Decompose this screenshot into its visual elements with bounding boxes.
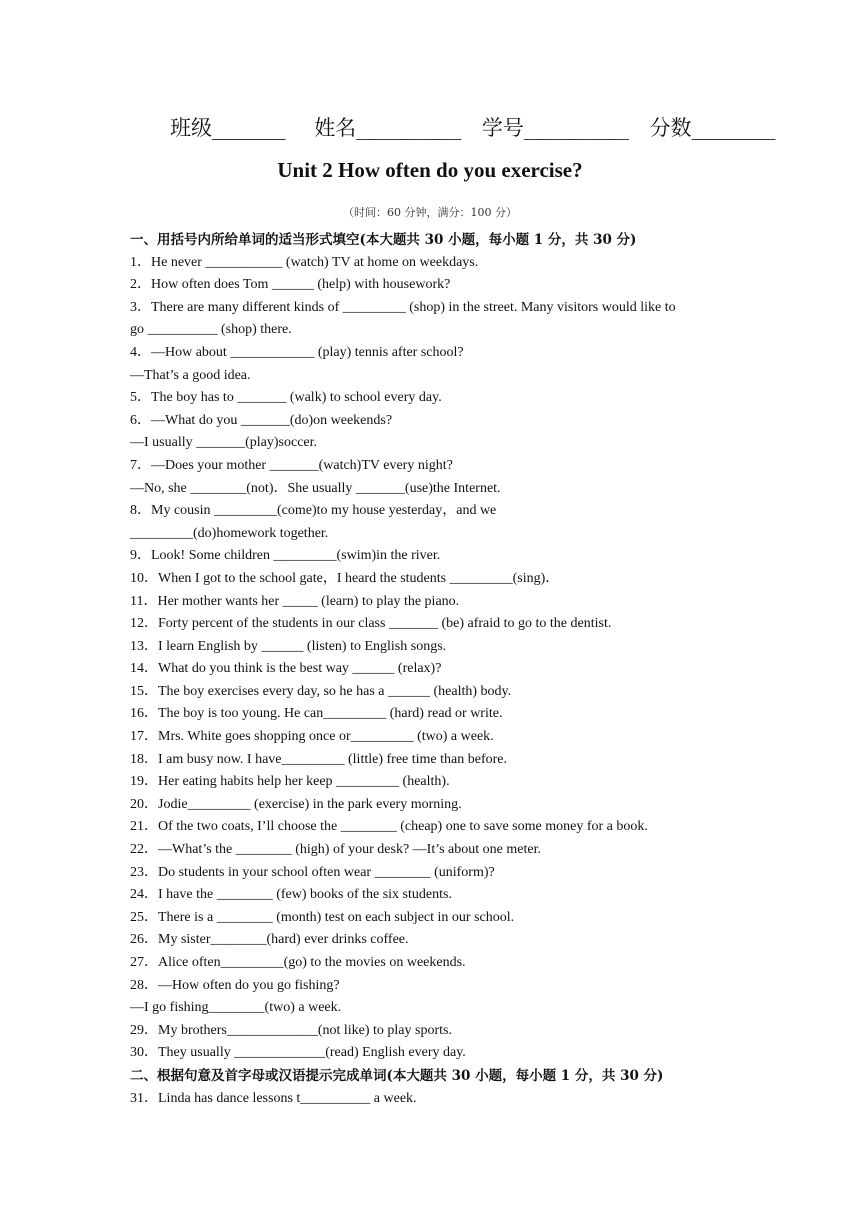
- exercise-line: 4．—How about ____________ (play) tennis after school?: [130, 344, 464, 360]
- exercise-line: 23．Do students in your school often wear ________ (uniform)?: [130, 864, 495, 880]
- exercise-line: 2．How often does Tom ______ (help) with housework?: [130, 277, 451, 293]
- student-id-field: 学号__________: [481, 116, 629, 140]
- score-field: 分数________: [649, 116, 776, 140]
- exercise-line: 18．I am busy now. I have_________ (little) free time than before.: [130, 751, 507, 767]
- section-heading: 二、根据句意及首字母或汉语提示完成单词(本大题共 30 小题，每小题 1 分，共 30 分): [130, 1067, 664, 1084]
- exercise-line: 12．Forty percent of the students in our class _______ (be) afraid to go to the dentist.: [130, 616, 612, 632]
- exam-time-score-note: （时间：60 分钟，满分：100 分）: [343, 206, 517, 219]
- exercise-line: 13．I learn English by ______ (listen) to English songs.: [130, 638, 447, 654]
- exercise-line: 22．—What’s the ________ (high) of your desk? —It’s about one meter.: [130, 842, 541, 858]
- exercise-line: 9．Look! Some children _________(swim)in the river.: [130, 548, 441, 564]
- name-field: 姓名__________: [314, 116, 462, 140]
- student-info-line: [170, 112, 776, 142]
- exercise-line: —I go fishing________(two) a week.: [130, 1000, 342, 1016]
- exercise-line: go __________ (shop) there.: [130, 322, 292, 338]
- exercise-line: 8．My cousin _________(come)to my house yesterday，and we: [130, 503, 497, 519]
- exercise-line: 29．My brothers_____________(not like) to play sports.: [130, 1022, 452, 1038]
- exercise-line: 1．He never ___________ (watch) TV at home on weekdays.: [130, 254, 479, 270]
- exercise-line: 17．Mrs. White goes shopping once or_________ (two) a week.: [130, 729, 494, 745]
- exercise-line: —No, she ________(not)．She usually _______(use)the Internet.: [130, 480, 501, 496]
- exercise-line: 26．My sister________(hard) ever drinks coffee.: [130, 932, 409, 948]
- exercise-line: 16．The boy is too young. He can_________ (hard) read or write.: [130, 706, 503, 722]
- exercise-line: 20．Jodie_________ (exercise) in the park every morning.: [130, 796, 462, 812]
- exercise-line: 14．What do you think is the best way ______ (relax)?: [130, 661, 442, 677]
- exercise-line: 28．—How often do you go fishing?: [130, 977, 340, 993]
- exercise-line: 19．Her eating habits help her keep _________ (health).: [130, 774, 450, 790]
- exercise-line: 24．I have the ________ (few) books of the six students.: [130, 887, 452, 903]
- exercise-list: [130, 229, 730, 1110]
- exercise-line: 31．Linda has dance lessons t__________ a week.: [130, 1090, 417, 1106]
- exercise-line: 11．Her mother wants her _____ (learn) to play the piano.: [130, 593, 460, 609]
- exercise-line: 21．Of the two coats, I’ll choose the ________ (cheap) one to save some money for a book.: [130, 819, 648, 835]
- exercise-line: —That’s a good idea.: [130, 367, 251, 383]
- class-field: 班级_______: [170, 116, 286, 140]
- exercise-line: 27．Alice often_________(go) to the movies on weekends.: [130, 955, 466, 970]
- exercise-line: 25．There is a ________ (month) test on each subject in our school.: [130, 909, 515, 925]
- exercise-line: 30．They usually _____________(read) English every day.: [130, 1045, 466, 1061]
- exercise-line: 6．—What do you _______(do)on weekends?: [130, 412, 393, 428]
- exercise-line: 10．When I got to the school gate，I heard the students _________(sing)．: [130, 570, 560, 586]
- exercise-line: _________(do)homework together.: [130, 525, 329, 541]
- exercise-line: 5．The boy has to _______ (walk) to school every day.: [130, 390, 442, 406]
- section-heading: 一、用括号内所给单词的适当形式填空(本大题共 30 小题，每小题 1 分，共 30 分): [130, 232, 637, 248]
- exercise-line: —I usually _______(play)soccer.: [130, 435, 318, 451]
- exercise-line: 7．—Does your mother _______(watch)TV every night?: [130, 457, 453, 473]
- page-title: Unit 2 How often do you exercise?: [277, 158, 583, 182]
- exercise-line: 3．There are many different kinds of _________ (shop) in the street. Many visitors would like to: [130, 299, 676, 315]
- exercise-line: 15．The boy exercises every day, so he has a ______ (health) body.: [130, 683, 512, 699]
